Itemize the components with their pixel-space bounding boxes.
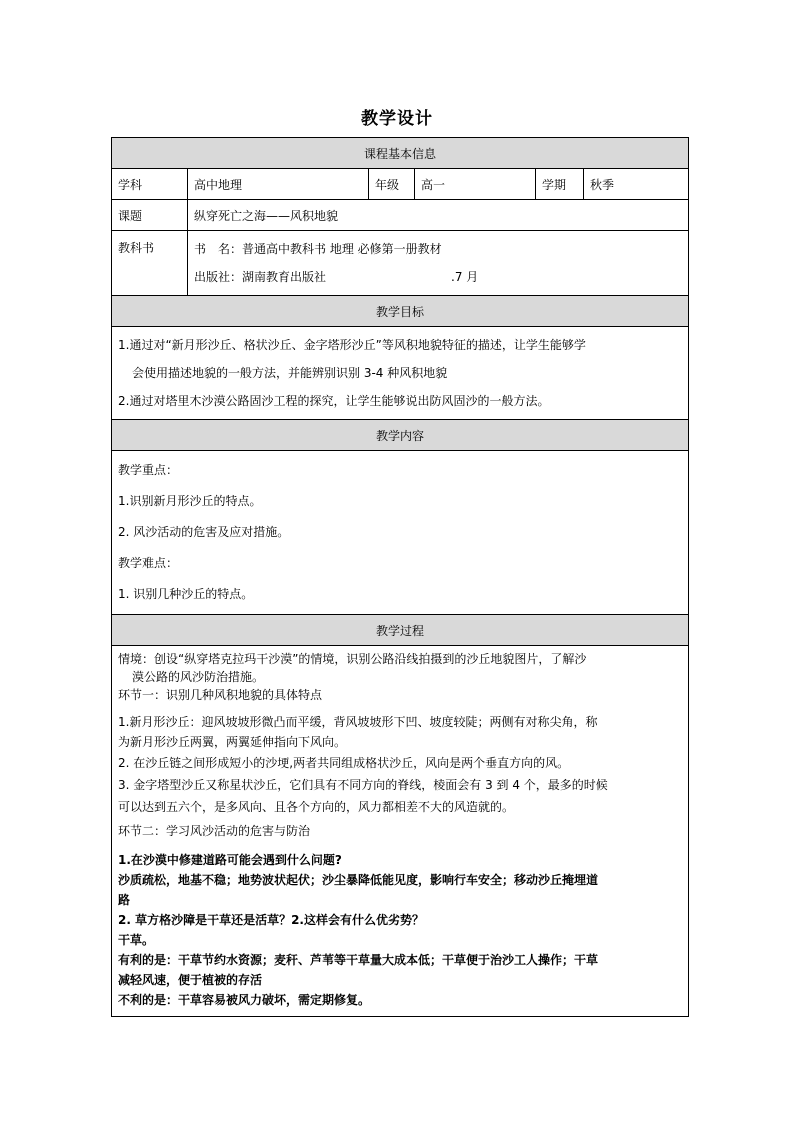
publish-date: .7 月 (451, 270, 479, 284)
dune-1-line-2: 为新月形沙丘两翼，两翼延伸指向下风向。 (118, 735, 347, 749)
question-2: 2. 草方格沙障是干草还是活草？2.这样会有什么优劣势？ (118, 913, 424, 927)
topic-label: 课题 (112, 200, 188, 231)
advantages-line-1: 有利的是：干草节约水资源；麦秆、芦苇等干草量大成本低；干草便于治沙工人操作；干草 (118, 953, 599, 967)
section-header-process: 教学过程 (112, 615, 689, 646)
situation-line-2: 漠公路的风沙防治措施。 (132, 670, 265, 684)
answer-1-line-1: 沙质疏松，地基不稳；地势波状起伏；沙尘暴降低能见度，影响行车安全；移动沙丘掩埋道 (118, 873, 599, 887)
answer-1-line-2: 路 (118, 893, 131, 907)
grade-value: 高一 (415, 169, 536, 200)
key-points-label: 教学重点： (118, 463, 179, 477)
section-header-objectives: 教学目标 (112, 296, 689, 327)
textbook-info (188, 231, 689, 296)
subject-value: 高中地理 (188, 169, 369, 200)
step-1-heading: 环节一：识别几种风积地貌的具体特点 (118, 688, 323, 702)
objectives-body (112, 327, 689, 420)
content-body (112, 451, 689, 615)
difficulty-1: 1. 识别几种沙丘的特点。 (118, 587, 254, 601)
answer-2: 干草。 (118, 933, 155, 947)
section-header-content: 教学内容 (112, 420, 689, 451)
situation-line-1: 情境：创设“纵穿塔克拉玛干沙漠”的情境，识别公路沿线拍摄到的沙丘地貌图片，了解沙 (118, 652, 587, 666)
textbook-name: 书 名：普通高中教科书 地理 必修第一册教材 (194, 242, 442, 256)
textbook-label: 教科书 (112, 231, 188, 296)
publisher: 出版社：湖南教育出版社 (194, 270, 327, 284)
publisher-line (194, 263, 682, 291)
dune-3-line-1: 3. 金字塔型沙丘又称星状沙丘，它们具有不同方向的脊线，棱面会有 3 到 4 个，最多的时候 (118, 778, 608, 792)
step-2-heading: 环节二：学习风沙活动的危害与防治 (118, 824, 311, 838)
key-point-2: 2. 风沙活动的危害及应对措施。 (118, 525, 290, 539)
term-label: 学期 (536, 169, 584, 200)
key-point-1: 1.识别新月形沙丘的特点。 (118, 494, 262, 508)
question-1: 1.在沙漠中修建道路可能会遇到什么问题? (118, 853, 342, 867)
term-value: 秋季 (584, 169, 689, 200)
disadvantages: 不利的是：干草容易被风力破坏，需定期修复。 (118, 993, 371, 1007)
lesson-plan-table (111, 137, 688, 1017)
advantages-line-2: 减轻风速，便于植被的存活 (118, 973, 263, 987)
objective-1-line-2: 会使用描述地貌的一般方法，并能辨别识别 3-4 种风积地貌 (132, 366, 448, 380)
difficulty-label: 教学难点： (118, 556, 179, 570)
subject-label: 学科 (112, 169, 188, 200)
objective-2: 2.通过对塔里木沙漠公路固沙工程的探究，让学生能够说出防风固沙的一般方法。 (118, 394, 550, 408)
document-title: 教学设计 (361, 109, 433, 129)
grade-label: 年级 (369, 169, 415, 200)
objective-1-line-1: 1.通过对“新月形沙丘、格状沙丘、金字塔形沙丘”等风积地貌特征的描述，让学生能够学 (118, 338, 586, 352)
process-body (112, 646, 689, 1017)
topic-value: 纵穿死亡之海——风积地貌 (188, 200, 689, 231)
section-header-basic-info: 课程基本信息 (112, 138, 689, 169)
dune-1-line-1: 1.新月形沙丘：迎风坡坡形微凸而平缓，背风坡坡形下凹、坡度较陡；两侧有对称尖角，称 (118, 715, 598, 729)
dune-3-line-2: 可以达到五六个，是多风向、且各个方向的，风力都相差不大的风造就的。 (118, 800, 515, 814)
dune-2: 2. 在沙丘链之间形成短小的沙埂,两者共同组成格状沙丘，风向是两个垂直方向的风。 (118, 756, 570, 770)
